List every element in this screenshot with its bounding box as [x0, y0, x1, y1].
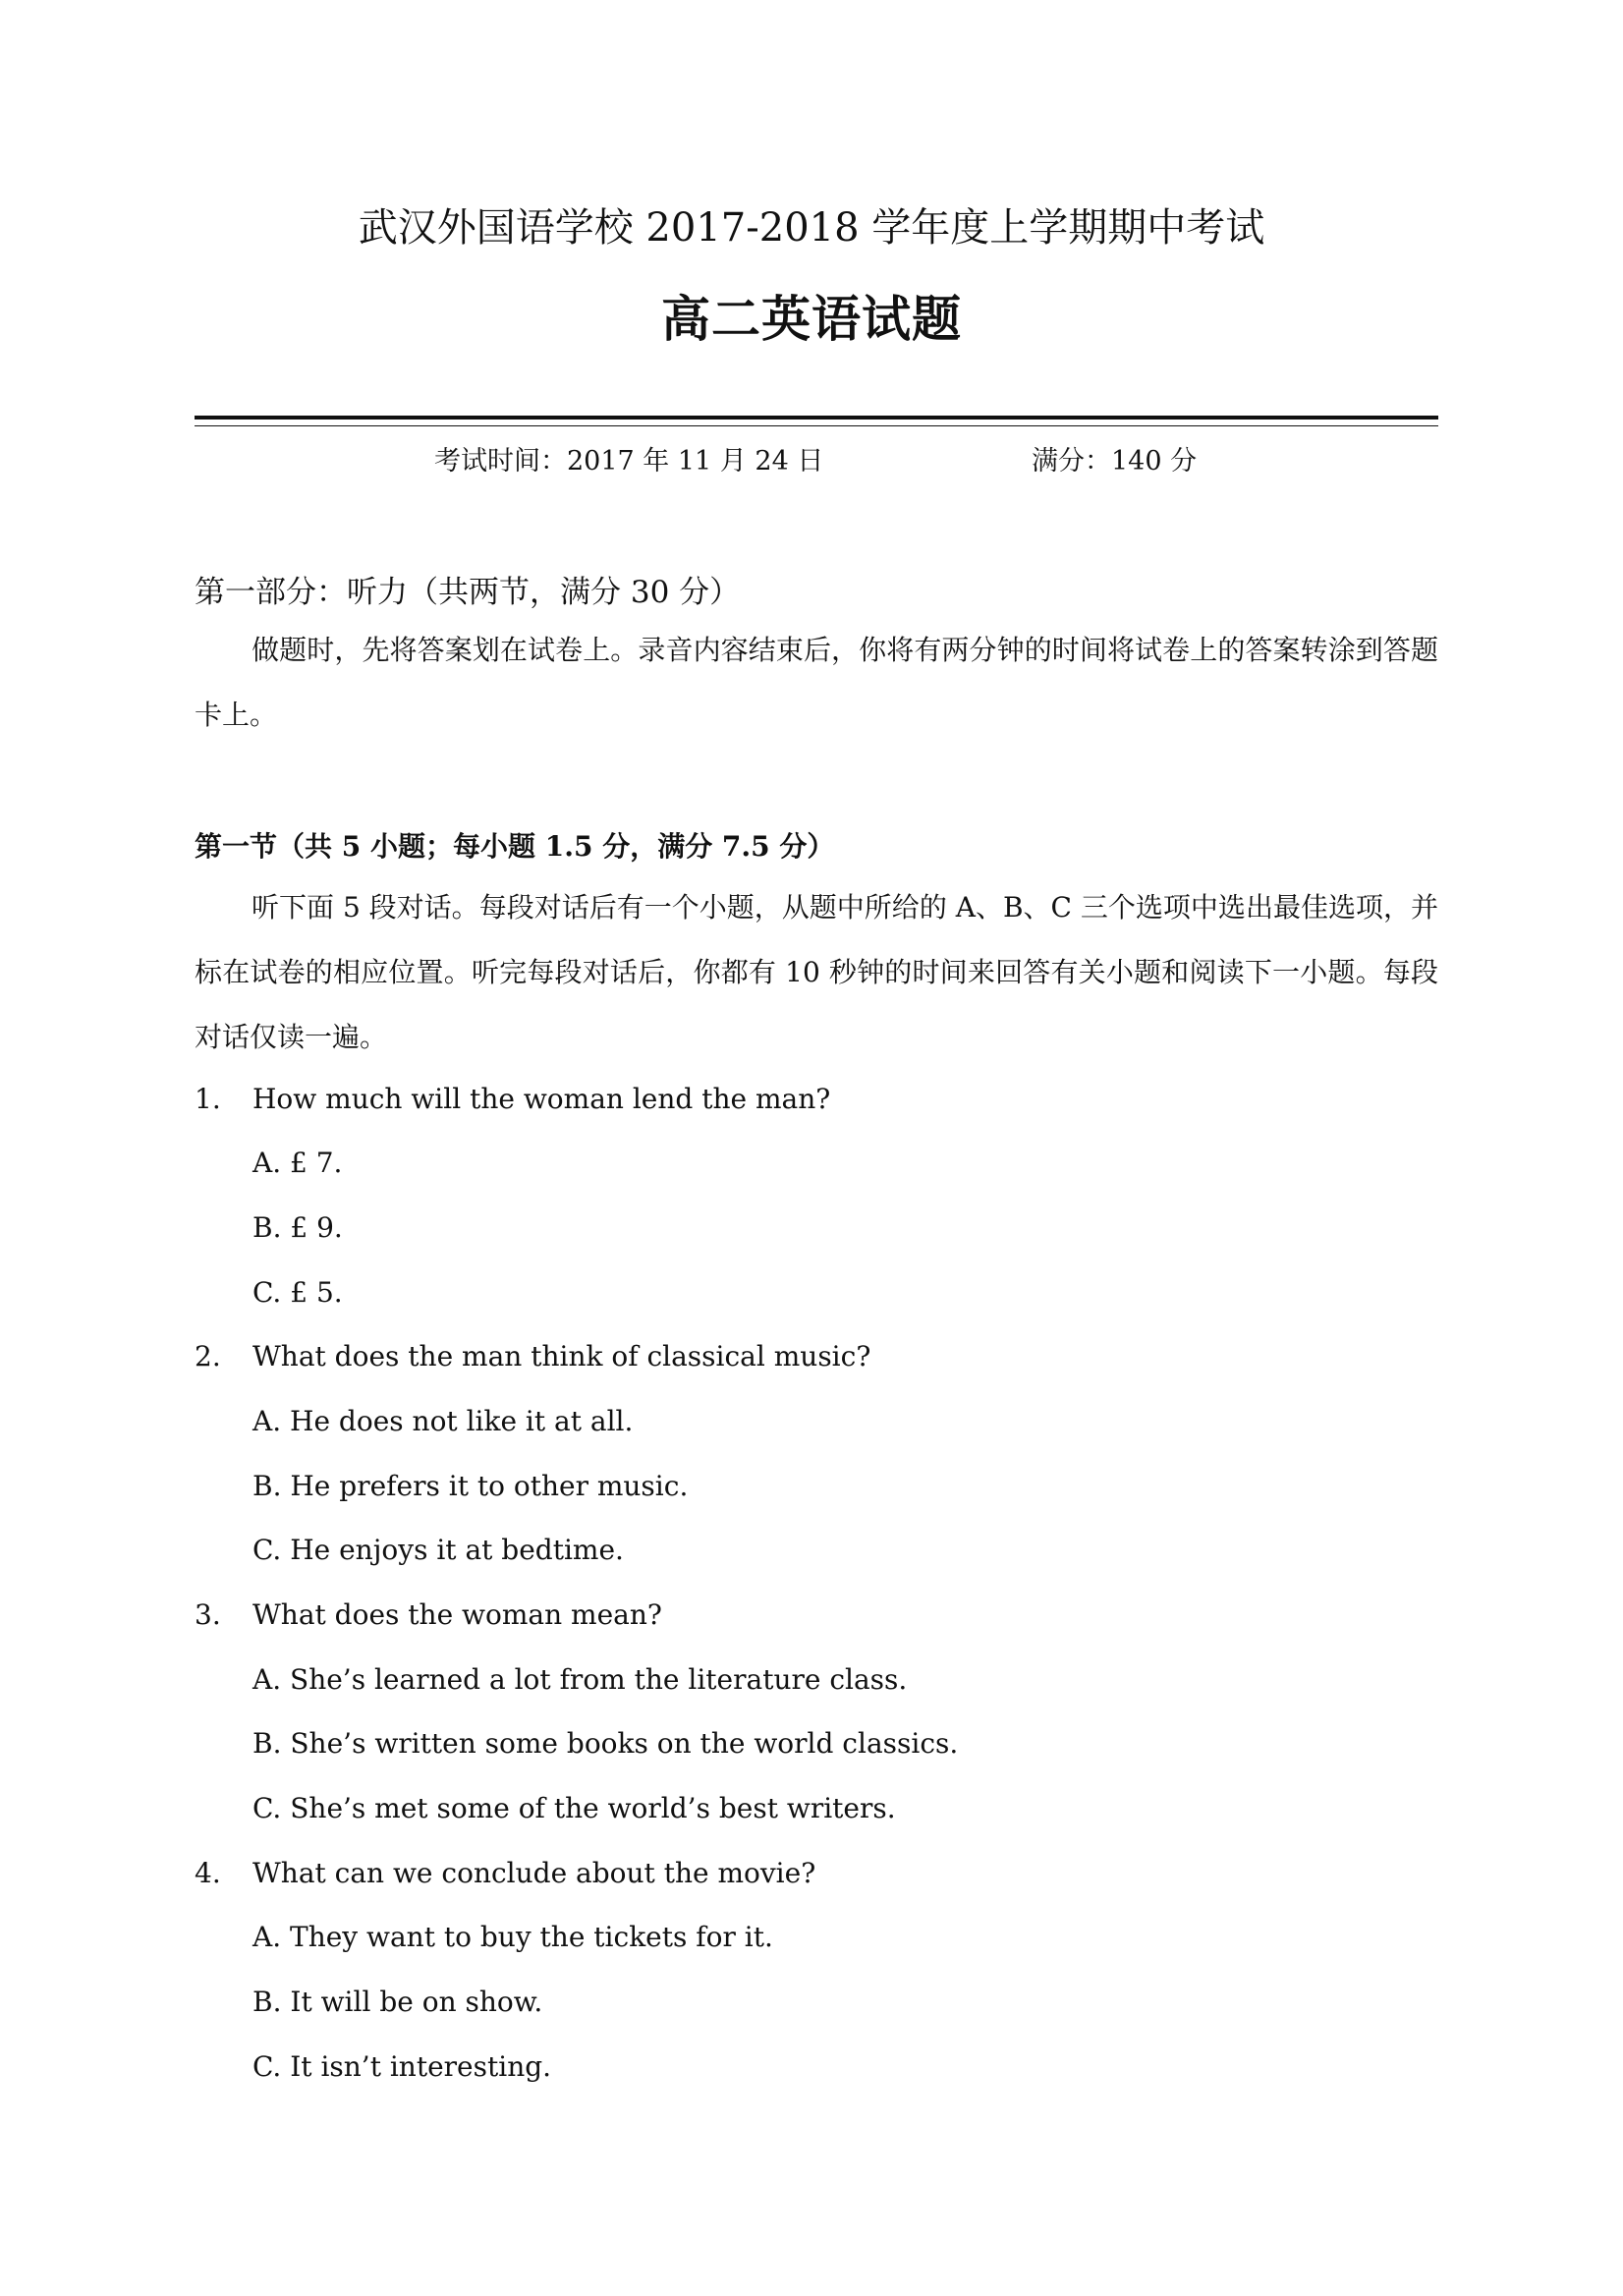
- exam-time: 考试时间：2017 年 11 月 24 日: [434, 446, 824, 476]
- option-b: B. It will be on show.: [252, 1986, 543, 2018]
- question-text: How much will the woman lend the man?: [252, 1083, 831, 1115]
- question-number: 1.: [195, 1083, 221, 1115]
- option-b: B. He prefers it to other music.: [252, 1470, 689, 1502]
- header-divider-thick: [195, 416, 1438, 420]
- exam-total-score: 满分：140 分: [1032, 446, 1198, 476]
- option-b: B. She’s written some books on the world classics.: [252, 1727, 959, 1760]
- question-text: What can we conclude about the movie?: [252, 1857, 816, 1889]
- option-b: B. £ 9.: [252, 1211, 343, 1244]
- exam-title: 武汉外国语学校 2017-2018 学年度上学期期中考试: [358, 205, 1265, 251]
- option-c: C. He enjoys it at bedtime.: [252, 1534, 624, 1566]
- question-text: What does the woman mean?: [252, 1598, 662, 1631]
- option-a: A. She’s learned a lot from the literature class.: [252, 1663, 908, 1696]
- section1-instructions-text: 听下面 5 段对话。每段对话后有一个小题，从题中所给的 A、B、C 三个选项中选出最佳选项，并标在试卷的相应位置。听完每段对话后，你都有 10 秒钟的时间来回答有关小题和阅读下一小题。每段对话仅读一遍。: [195, 891, 1438, 1053]
- exam-subtitle: 高二英语试题: [661, 290, 962, 348]
- part1-instructions: [195, 618, 1438, 748]
- option-c: C. £ 5.: [252, 1276, 343, 1309]
- part1-heading: 第一部分：听力（共两节，满分 30 分）: [195, 575, 741, 610]
- question-number: 3.: [195, 1598, 221, 1631]
- question-number: 2.: [195, 1340, 221, 1372]
- section1-instructions: [195, 875, 1438, 1070]
- option-c: C. She’s met some of the world’s best writers.: [252, 1792, 896, 1824]
- option-c: C. It isn’t interesting.: [252, 2050, 552, 2083]
- part1-instructions-text: 做题时，先将答案划在试卷上。录音内容结束后，你将有两分钟的时间将试卷上的答案转涂到答题卡上。: [195, 634, 1438, 731]
- section1-heading: 第一节（共 5 小题；每小题 1.5 分，满分 7.5 分）: [195, 830, 835, 863]
- question-text: What does the man think of classical music?: [252, 1340, 871, 1372]
- header-divider-thin: [195, 425, 1438, 426]
- option-a: A. He does not like it at all.: [252, 1405, 634, 1437]
- option-a: A. £ 7.: [252, 1147, 343, 1179]
- question-number: 4.: [195, 1857, 221, 1889]
- option-a: A. They want to buy the tickets for it.: [252, 1921, 773, 1953]
